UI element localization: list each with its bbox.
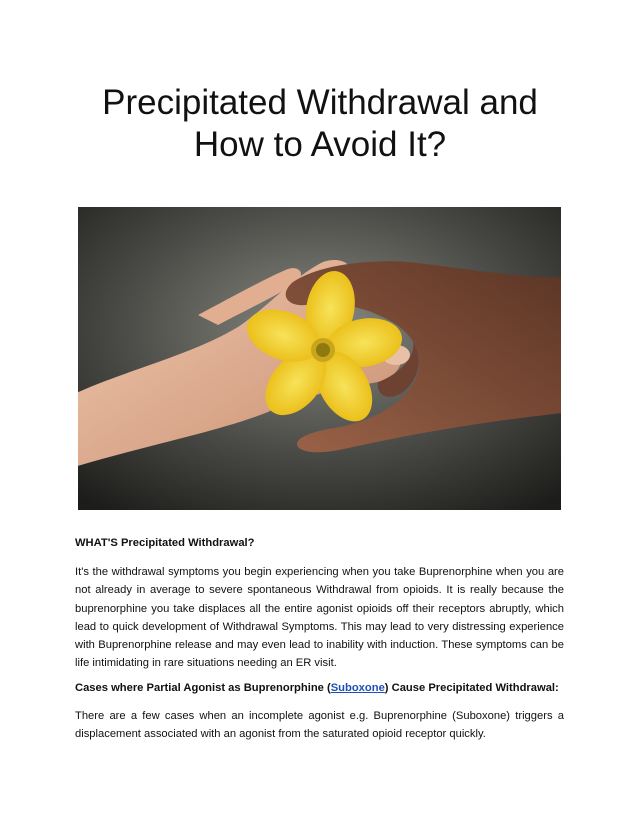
section-heading-cases	[75, 682, 564, 694]
suboxone-link[interactable]: Suboxone	[330, 682, 385, 694]
title-line-2: How to Avoid It?	[193, 125, 447, 164]
heading-text-before: Cases where Partial Agonist as Buprenorphine (	[75, 682, 331, 694]
section-paragraph-cases: There are a few cases when an incomplete agonist e.g. Buprenorphine (Suboxone) triggers a displacement associated with an agonist from the saturated opioid receptor quickly.	[75, 710, 564, 741]
heading-text-after: ) Cause Precipitated Withdrawal:	[384, 682, 559, 694]
section-paragraph-definition: It's the withdrawal symptoms you begin experiencing when you take Buprenorphine when you are not already in average to severe spontaneous Withdrawal from opioids. It is really because the buprenorphine you take displaces all the entire agonist opioids off their receptors abruptly, which lead to quick development of Withdrawal Symptoms. This may lead to very distressing experience with Buprenorphine release and may even lead to inability with induction. These symptoms can be life intimidating in rare situations needing an ER visit.	[75, 566, 564, 670]
page-title	[74, 82, 566, 166]
hero-image-hands-flower	[78, 207, 561, 510]
title-line-1: Precipitated Withdrawal and	[102, 83, 538, 122]
section-heading-whats-precipitated: WHAT'S Precipitated Withdrawal?	[75, 537, 255, 549]
